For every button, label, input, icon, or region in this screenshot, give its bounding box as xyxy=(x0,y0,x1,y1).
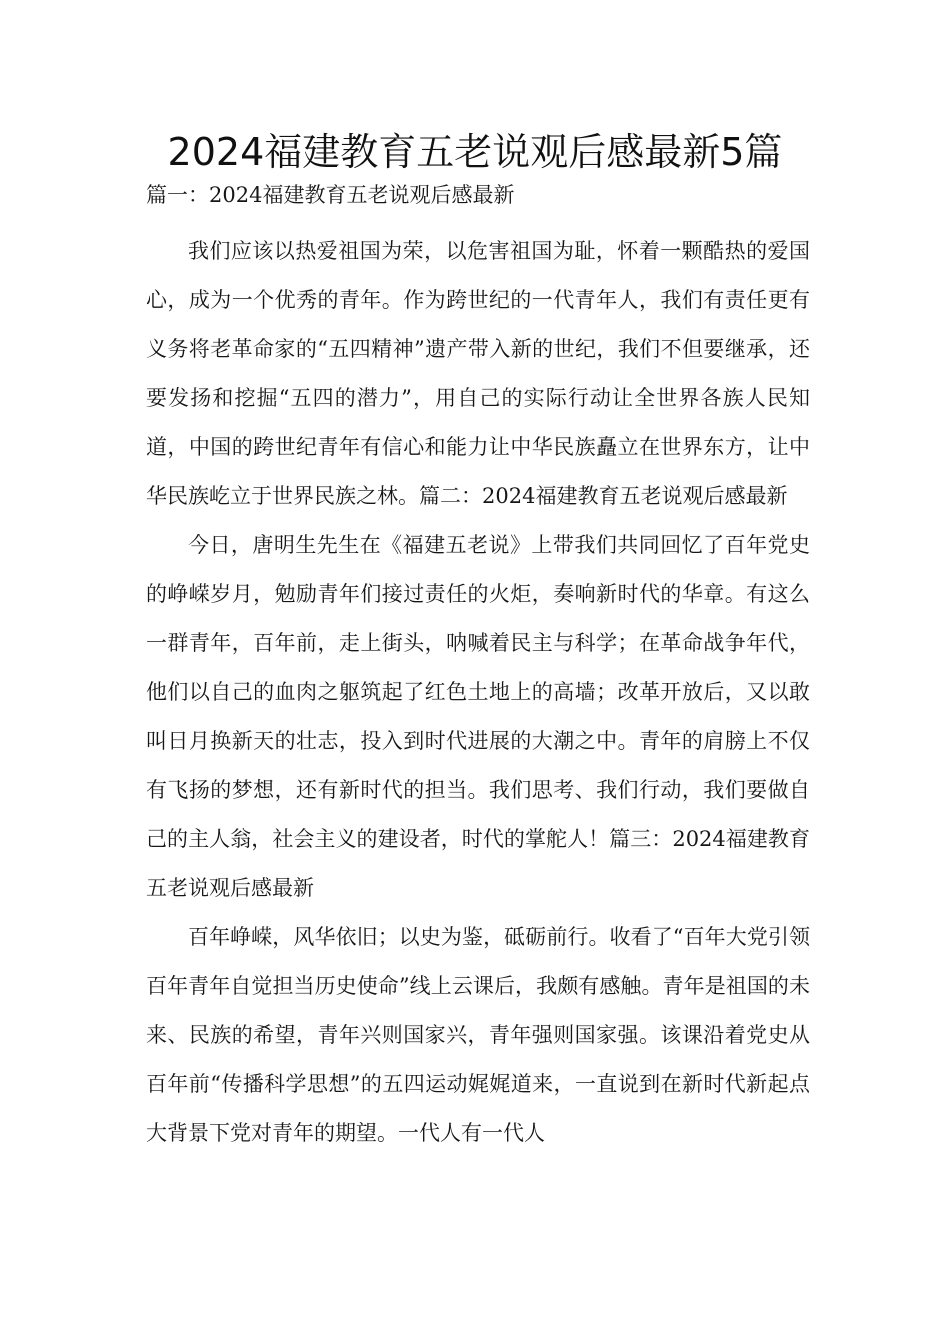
document-body xyxy=(146,181,810,1158)
paragraph-1: 我们应该以热爱祖国为荣，以危害祖国为耻，怀着一颗酷热的爱国心，成为一个优秀的青年。作为跨世纪的一代青年人，我们有责任更有义务将老革命家的“五四精神”遗产带入新的世纪，我们不但要继承，还要发扬和挖掘“五四的潜力”，用自己的实际行动让全世界各族人民知道，中国的跨世纪青年有信心和能力让中华民族矗立在世界东方，让中华民族屹立于世界民族之林。篇二：2024福建教育五老说观后感最新 xyxy=(146,239,810,508)
paragraph-2: 今日，唐明生先生在《福建五老说》上带我们共同回忆了百年党史的峥嵘岁月，勉励青年们接过责任的火炬，奏响新时代的华章。有这么一群青年，百年前，走上街头，呐喊着民主与科学；在革命战争年代，他们以自己的血肉之躯筑起了红色土地上的高墙；改革开放后，又以敢叫日月换新天的壮志，投入到时代进展的大潮之中。青年的肩膀上不仅有飞扬的梦想，还有新时代的担当。我们思考、我们行动，我们要做自己的主人翁，社会主义的建设者，时代的掌舵人！篇三：2024福建教育五老说观后感最新 xyxy=(146,533,810,900)
paragraph-3: 百年峥嵘，风华依旧；以史为鉴，砥砺前行。收看了“百年大党引领百年青年自觉担当历史使命”线上云课后，我颇有感触。青年是祖国的未来、民族的希望，青年兴则国家兴，青年强则国家强。该课沿着党史从百年前“传播科学思想”的五四运动娓娓道来，一直说到在新时代新起点大背景下党对青年的期望。一代人有一代人 xyxy=(146,925,810,1145)
section-heading: 篇一：2024福建教育五老说观后感最新 xyxy=(146,183,515,207)
document-title: 2024福建教育五老说观后感最新5篇 xyxy=(167,130,783,174)
